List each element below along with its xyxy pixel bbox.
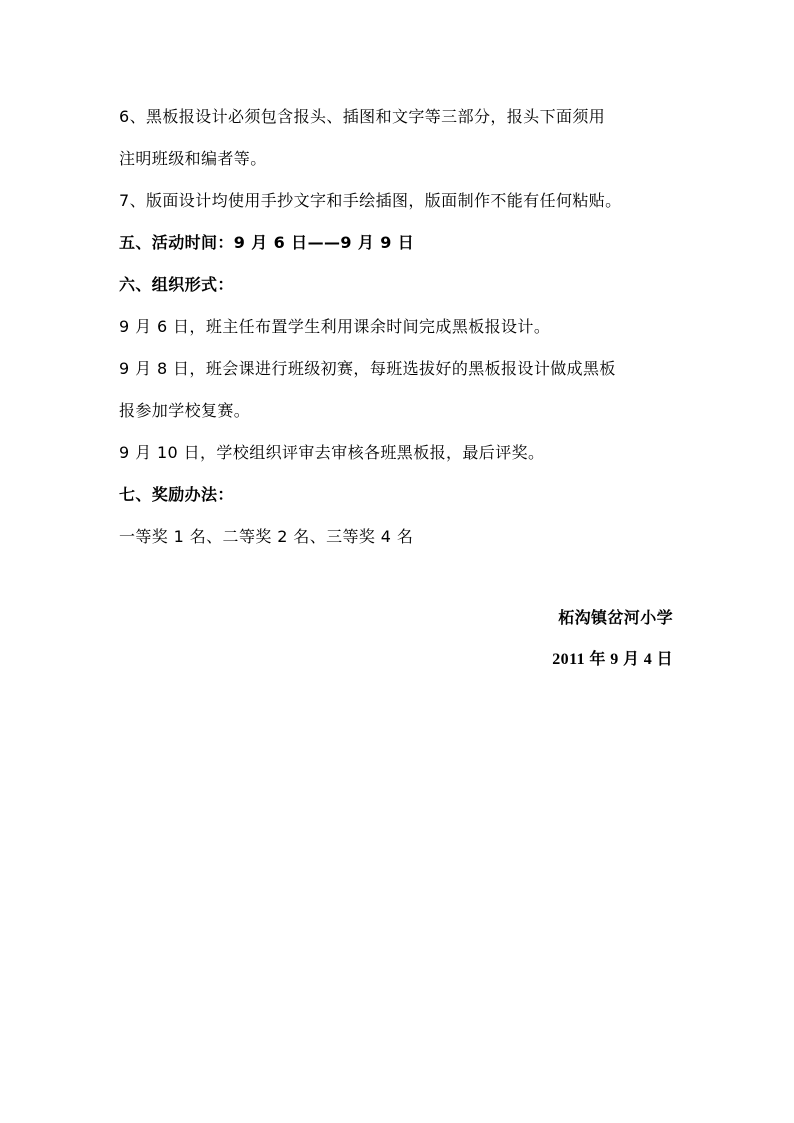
section-6-heading: 六、组织形式：: [119, 275, 234, 294]
signature-organization: 柘沟镇岔河小学: [558, 608, 673, 627]
schedule-sept-10: 9 月 10 日，学校组织评审去审核各班黑板报，最后评奖。: [119, 443, 545, 462]
schedule-sept-8-line-2: 报参加学校复赛。: [119, 401, 251, 420]
section-7-heading: 七、奖励办法：: [119, 485, 234, 504]
rule-7: 7、版面设计均使用手抄文字和手绘插图，版面制作不能有任何粘贴。: [119, 191, 622, 210]
schedule-sept-8-line-1: 9 月 8 日，班会课进行班级初赛，每班选拔好的黑板报设计做成黑板: [119, 359, 616, 378]
rule-6-line-2: 注明班级和编者等。: [119, 149, 267, 168]
signature-date: 2011 年 9 月 4 日: [552, 651, 673, 668]
schedule-sept-6: 9 月 6 日，班主任布置学生利用课余时间完成黑板报设计。: [119, 317, 551, 336]
section-5-activity-time: 五、活动时间：9 月 6 日——9 月 9 日: [119, 233, 415, 252]
rule-6-line-1: 6、黑板报设计必须包含报头、插图和文字等三部分，报头下面须用: [119, 107, 606, 126]
award-list: 一等奖 1 名、二等奖 2 名、三等奖 4 名: [119, 527, 414, 546]
